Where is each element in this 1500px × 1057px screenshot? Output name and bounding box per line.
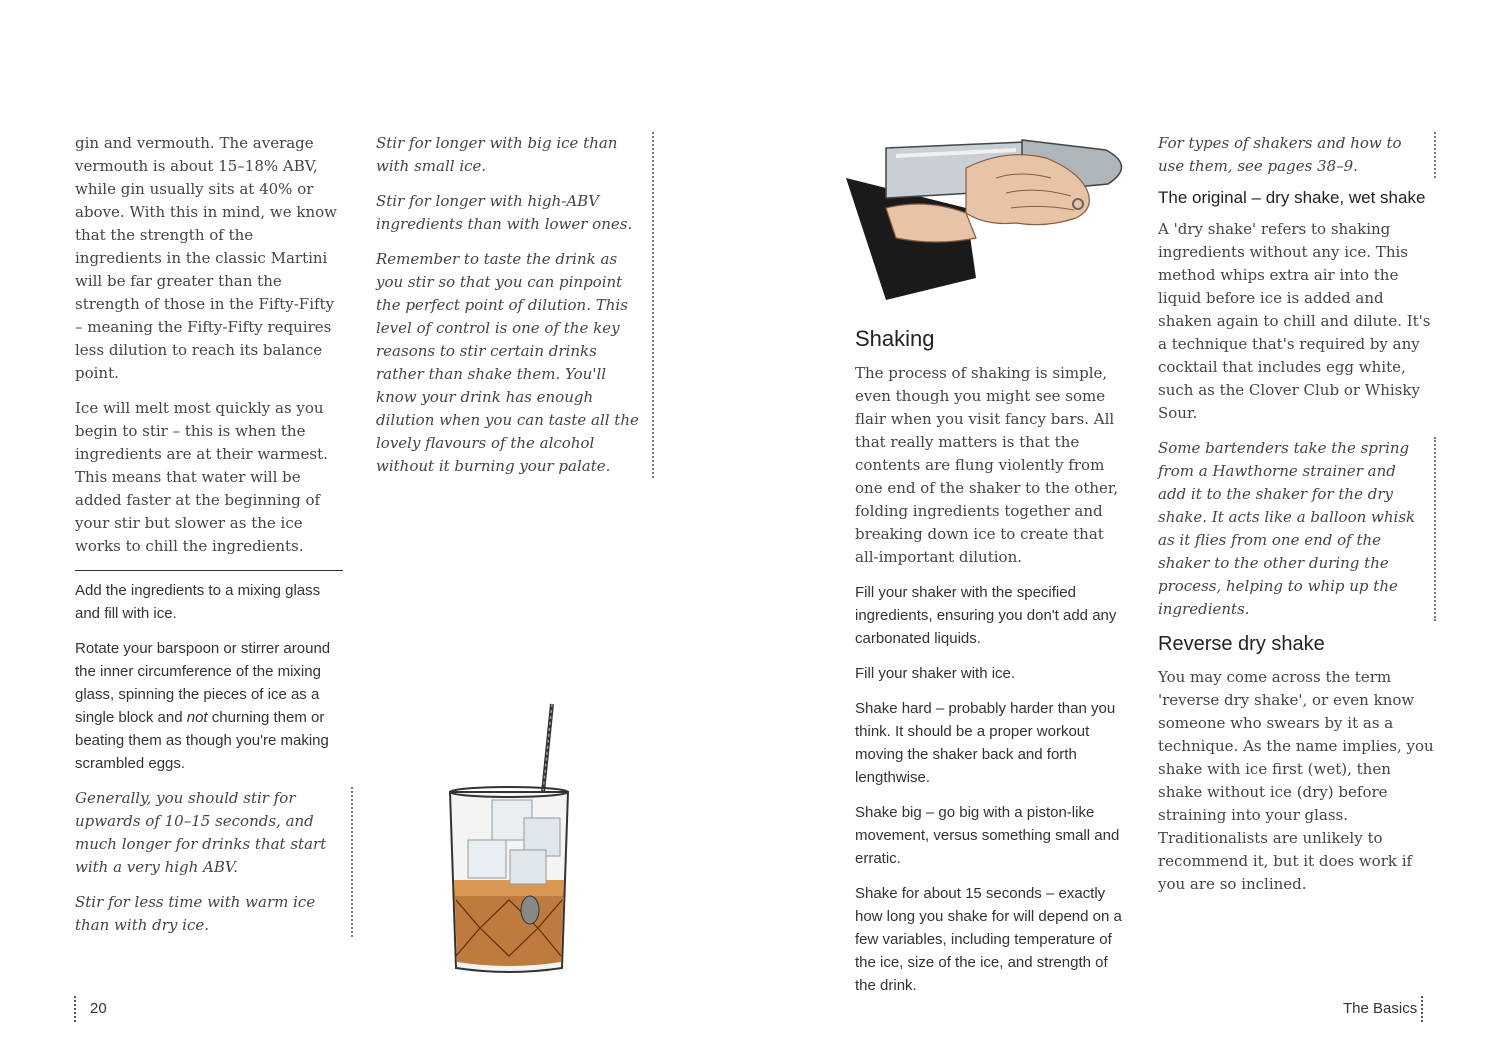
note-box [1158,132,1436,178]
tip-box [75,787,353,937]
subsection-heading: Reverse dry shake [1158,633,1325,655]
step-text-part: churning them or beating them as though you're making scrambled eggs. [75,709,329,772]
tip-column [376,132,654,478]
body-paragraph: Ice will melt most quickly as you begin to stir – this is when the ingredients are at their warmest. This means that water will be added faster at the beginning of your stir but slower as the ice works to chill the ingredients. [75,399,328,555]
shaker-illustration [846,128,1136,303]
running-head: The Basics [1343,1000,1418,1017]
right-column-1 [855,326,1125,1009]
left-column-1 [75,132,343,937]
section-heading: Shaking [855,326,935,351]
note-text: For types of shakers and how to use them, see pages 38–9. [1158,134,1402,175]
tip-text: Stir for longer with high-ABV ingredients than with lower ones. [376,192,633,233]
step-text: Shake hard – probably harder than you think. It should be a proper workout moving the shaker back and forth lengthwise. [855,700,1116,786]
body-paragraph: You may come across the term 'reverse dry shake', or even know someone who swears by it as a technique. As the name implies, you shake with ice first (wet), then shake without ice (dry) before straining into your glass. Traditionalists are unlikely to recommend it, but it does work if you are so inclined. [1158,668,1434,893]
right-column-2 [1158,132,1436,908]
step-text [75,637,343,775]
page-number: 20 [90,1000,107,1017]
tip-text: Some bartenders take the spring from a Hawthorne strainer and add it to the shaker for the dry shake. It acts like a balloon whisk as it flies from one end of the shaker to the other during the process, helping to whip up the ingredients. [1158,439,1416,618]
tip-text: Stir for less time with warm ice than with dry ice. [75,893,316,934]
step-text-part: Rotate your barspoon or stirrer around the inner circumference of the mixing glass, spinning the pieces of ice as a single block and [75,640,331,726]
body-paragraph: The process of shaking is simple, even though you might see some flair when you visit fancy bars. All that really matters is that the contents are flung violently from one end of the shaker to the other, folding ingredients together and breaking down ice to create that all-important dilution. [855,364,1119,566]
subsection-heading: The original – dry shake, wet shake [1158,188,1426,207]
step-text: Add the ingredients to a mixing glass and fill with ice. [75,582,321,622]
body-paragraph: A 'dry shake' refers to shaking ingredients without any ice. This method whips extra air into the liquid before ice is added and shaken again to chill and dilute. It's a technique that's required by any cocktail that includes egg white, such as the Clover Club or Whisky Sour. [1158,220,1431,422]
divider [75,570,343,571]
tip-box [1158,437,1436,621]
mixing-glass-illustration [440,700,580,980]
body-paragraph: gin and vermouth. The average vermouth is about 15–18% ABV, while gin usually sits at 40% or above. With this in mind, we know that the strength of the ingredients in the classic Martini will be far greater than the strength of those in the Fifty-Fifty – meaning the Fifty-Fifty requires less dilution to reach its balance point. [75,134,337,382]
step-text: Shake big – go big with a piston-like movement, versus something small and erratic. [855,804,1120,867]
folio-marker [74,996,76,1022]
step-text: Fill your shaker with the specified ingredients, ensuring you don't add any carbonated liquids. [855,584,1117,647]
step-text: Shake for about 15 seconds – exactly how long you shake for will depend on a few variables, including temperature of the ice, size of the ice, and strength of the drink. [855,885,1122,994]
tip-text: Generally, you should stir for upwards of 10–15 seconds, and much longer for drinks that start with a very high ABV. [75,789,327,876]
step-emphasis: not [186,709,208,726]
folio-marker [1421,996,1423,1022]
tip-text: Stir for longer with big ice than with small ice. [376,134,618,175]
tip-text: Remember to taste the drink as you stir so that you can pinpoint the perfect point of dilution. This level of control is one of the key reasons to stir certain drinks rather than shake them. You'll know your drink has enough dilution when you can taste all the lovely flavours of the alcohol without it burning your palate. [376,250,639,475]
step-text: Fill your shaker with ice. [855,665,1016,682]
